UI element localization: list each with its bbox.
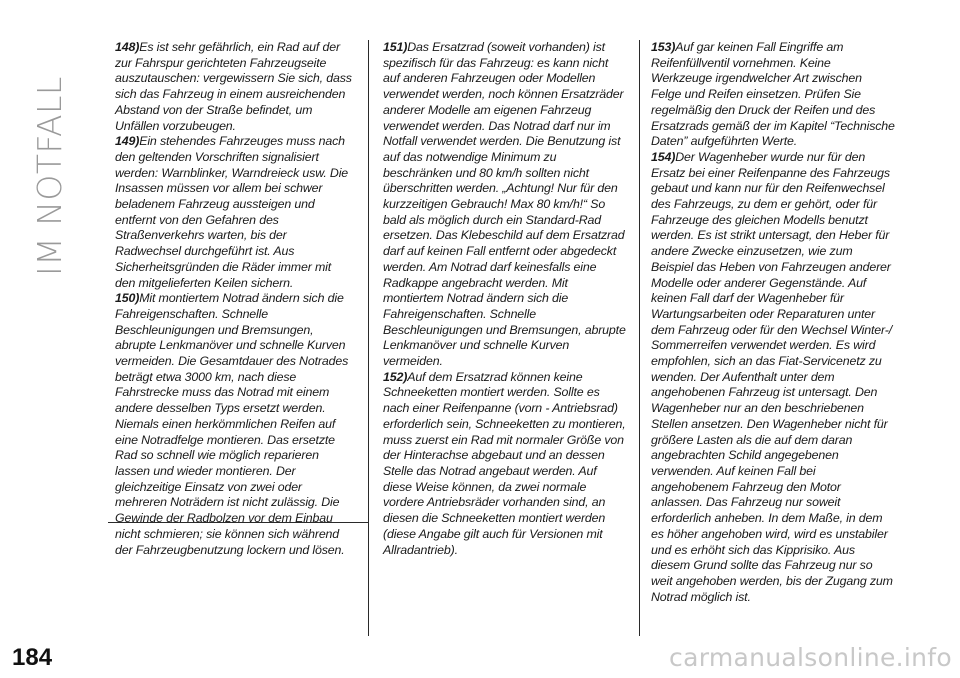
note-text: Das Ersatzrad (soweit vorhanden) ist spezifisch für das Fahrzeug: es kann nicht auf anderen Fahrzeugen oder Modellen verwendet werden, noch können Ersatzräder anderer Modelle am eigenen Fahrzeug verwendet werden. Das Notrad darf nur im Notfall verwendet werden. Die Benutzung ist auf das notwendige Minimum zu beschränken und 80 km/h sollten nicht überschritten werden. „Achtung! Nur für den kurzzeitigen Gebrauch! Max 80 km/h!“ So bald als möglich durch ein Standard-Rad ersetzen. Das Klebeschild auf dem Ersatzrad darf auf keinen Fall entfernt oder abgedeckt werden. Am Notrad darf keinesfalls eine Radkappe angebracht werden. Mit montiertem Notrad ändern sich die Fahreigenschaften. Schnelle Beschleunigungen und Bremsungen, abrupte Lenkmanöver und schnelle Kurven vermeiden. [383, 40, 626, 369]
note-text: Der Wagenheber wurde nur für den Ersatz bei einer Reifenpanne des Fahrzeugs gebaut und kann nur für den Reifenwechsel des Fahrzeugs, zu dem er gehört, oder für Fahrzeuge des gleichen Modells benutzt werden. Es ist strikt untersagt, den Heber für andere Zwecke einzusetzen, wie zum Beispiel das Heben von Fahrzeugen anderer Modelle oder anderer Gegenstände. Auf keinen Fall darf der Wagenheber für Wartungsarbeiten oder Reparaturen unter dem Fahrzeug oder für den Wechsel Winter-/ Sommerreifen verwendet werden. Es wird empfohlen, sich an das Fiat-Servicenetz zu wenden. Der Aufenthalt unter dem angehobenen Fahrzeug ist untersagt. Den Wagenheber nur an den beschriebenen Stellen ansetzen. Den Wagenheber nicht für größere Lasten als die auf dem daran angebrachten Schild angegebenen verwenden. Auf keinen Fall bei angehobenem Fahrzeug den Motor anlassen. Das Fahrzeug nur soweit erforderlich anheben. In dem Maße, in dem es höher angehoben wird, wird es unstabiler und es erhöht sich das Kipprisiko. Aus diesem Grund sollte das Fahrzeug nur so weit angehoben werden, bis der Zugang zum Notrad möglich ist. [651, 149, 893, 604]
page-number: 184 [12, 644, 53, 671]
note-text: Auf dem Ersatzrad können keine Schneeketten montiert werden. Sollte es nach einer Reifenpanne (vorn - Antriebsrad) erforderlich sein, Schneeketten zu montieren, muss zuerst ein Rad mit normaler Größe von der Hinterachse abgebaut und an dessen Stelle das Notrad angebaut werden. Auf diese Weise können, da zwei normale vordere Antriebsräder vorhanden sind, an diesen die Schneeketten montiert werden (diese Angabe gilt auch für Versionen mit Allradantrieb). [383, 369, 626, 557]
text-column-2 [383, 40, 627, 558]
note-151 [383, 40, 627, 370]
note-number: 149) [115, 134, 140, 149]
note-152 [383, 370, 627, 558]
note-number: 148) [115, 40, 140, 54]
note-number: 152) [383, 369, 408, 384]
note-text: Mit montiertem Notrad ändern sich die Fahreigenschaften. Schnelle Beschleunigungen und Bremsungen, abrupte Lenkmanöver und schnelle Kurven vermeiden. Die Gesamtdauer des Notrades beträgt etwa 3000 km, nach diese Fahrstrecke muss das Notrad mit einem andere desselben Typs ersetzt werden. Niemals einen herkömmlichen Reifen auf eine Notradfelge montieren. Das ersetzte Rad so schnell wie möglich reparieren lassen und wieder montieren. Der gleichzeitige Einsatz von zwei oder mehreren Noträdern ist nicht zulässig. Die Gewinde der Radbolzen vor dem Einbau nicht schmieren; sie können sich während der Fahrzeugbenutzung lockern und lösen. [115, 291, 349, 557]
note-154 [651, 150, 895, 605]
note-text: Ein stehendes Fahrzeuges muss nach den geltenden Vorschriften signalisiert werden: Warnblinker, Warndreieck usw. Die Insassen müssen vor allem bei schwer beladenem Fahrzeug aussteigen und entfernt von den Gefahren des Straßenverkehrs warten, bis der Radwechsel durchgeführt ist. Aus Sicherheitsgründen die Räder immer mit den mitgelieferten Keilen sichern. [115, 134, 349, 290]
note-149 [115, 134, 353, 291]
note-text: Es ist sehr gefährlich, ein Rad auf der zur Fahrspur gerichteten Fahrzeugseite auszutauschen: vergewissern Sie sich, dass sich das Fahrzeug in einem ausreichenden Abstand von der Straße befindet, um Unfällen vorzubeugen. [115, 40, 352, 133]
note-153 [651, 40, 895, 150]
note-150 [115, 291, 353, 558]
watermark: carmanualsonline.info [669, 643, 952, 672]
note-text: Auf gar keinen Fall Eingriffe am Reifenfüllventil vornehmen. Keine Werkzeuge irgendwelcher Art zwischen Felge und Reifen einsetzen. Prüfen Sie regelmäßig den Druck der Reifen und des Ersatzrads gemäß der im Kapitel “Technische Daten” aufgeführten Werte. [651, 40, 895, 149]
note-148 [115, 40, 353, 134]
note-number: 153) [651, 40, 676, 54]
text-column-3 [651, 40, 895, 605]
column-divider-2 [639, 40, 640, 636]
text-column-1 [115, 40, 353, 558]
note-number: 151) [383, 40, 408, 54]
column-divider-1 [368, 40, 369, 636]
note-number: 154) [651, 149, 676, 164]
section-title: IM NOTFALL [30, 76, 69, 276]
note-number: 150) [115, 291, 140, 306]
